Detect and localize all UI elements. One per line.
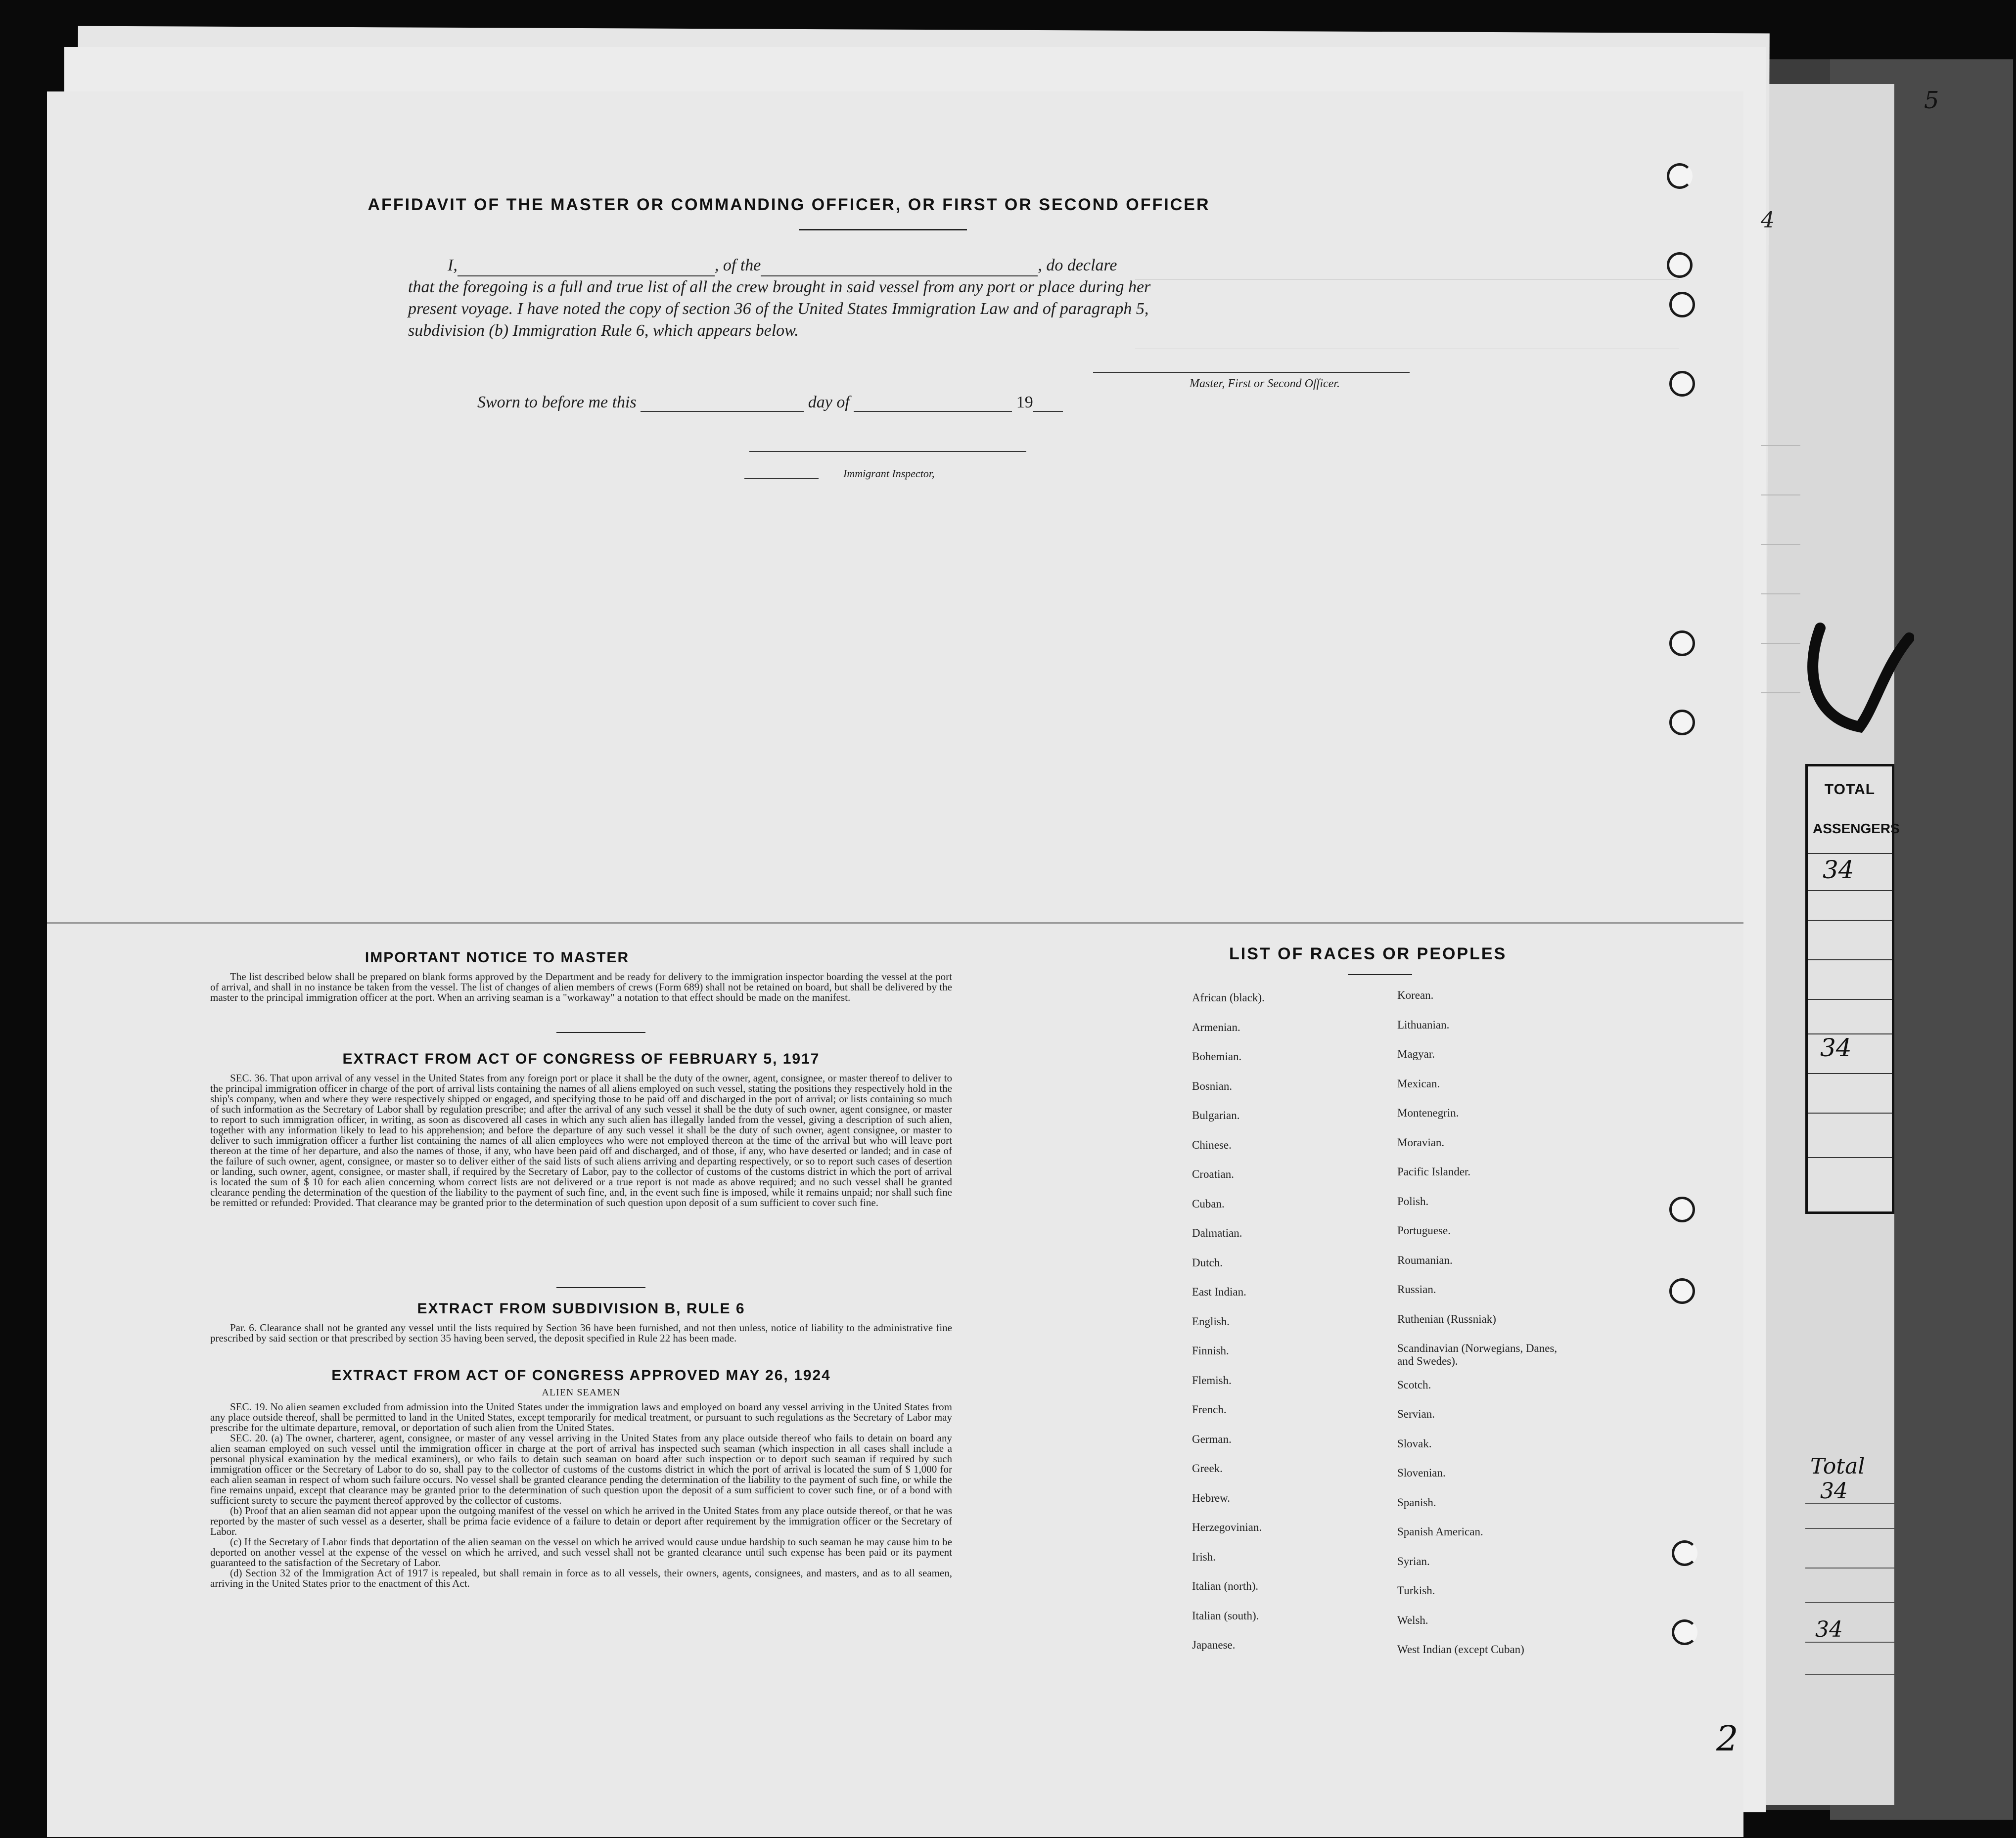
- master-signature-caption: Master, First or Second Officer.: [1190, 377, 1340, 390]
- race-item: Bulgarian.: [1192, 1109, 1240, 1121]
- declaration-line: that the foregoing is a full and true list of all the crew brought in said vessel from any port or place during her: [408, 278, 1151, 296]
- extract-rule6-paragraph: Par. 6. Clearance shall not be granted any vessel until the lists required by Section 36 have been furnished, and not then unless, notice of liability to the administrative fine prescribed by said section or that prescribed by section 35 having been served, the deposit specified in Rule 22 has been made.: [210, 1322, 952, 1344]
- race-item: Pacific Islander.: [1397, 1166, 1471, 1178]
- race-item: Moravian.: [1397, 1136, 1445, 1149]
- race-item: Slovenian.: [1397, 1467, 1446, 1479]
- race-item: East Indian.: [1192, 1286, 1246, 1298]
- race-item: Ruthenian (Russniak): [1397, 1312, 1496, 1325]
- race-item: Herzegovinian.: [1192, 1521, 1262, 1533]
- sworn-year-field[interactable]: [1033, 411, 1063, 412]
- punch-hole: [1672, 1540, 1697, 1566]
- race-item: Syrian.: [1397, 1555, 1430, 1568]
- total-rule: [1805, 1602, 1894, 1603]
- total-rule: [1805, 1528, 1894, 1529]
- punch-hole: [1669, 1278, 1695, 1304]
- race-item: Russian.: [1397, 1283, 1436, 1296]
- declaration-line: present voyage. I have noted the copy of section 36 of the United States Immigration Law and of paragraph 5,: [408, 300, 1149, 318]
- day-of-label: day of: [808, 393, 850, 411]
- of-the-label: , of the: [714, 256, 761, 274]
- sheet-number: 4: [1761, 208, 1775, 233]
- race-item: Korean.: [1397, 989, 1434, 1001]
- notice-title: IMPORTANT NOTICE TO MASTER: [365, 949, 630, 966]
- race-item: Bosnian.: [1192, 1079, 1233, 1092]
- extract-1924-subtitle: ALIEN SEAMEN: [542, 1387, 621, 1398]
- inspector-signature-field[interactable]: [749, 450, 1026, 452]
- punch-hole: [1672, 1619, 1697, 1645]
- box-rule: [1808, 1073, 1892, 1074]
- race-item: Finnish.: [1192, 1345, 1229, 1357]
- box-rule: [1808, 853, 1892, 854]
- extract-1924-title: EXTRACT FROM ACT OF CONGRESS APPROVED MAY 26, 1924: [331, 1367, 831, 1384]
- grid-line: [1761, 643, 1800, 644]
- section-rule: [556, 1032, 645, 1033]
- race-item: Spanish.: [1397, 1496, 1436, 1509]
- title-rule: [799, 229, 967, 230]
- race-item: Magyar.: [1397, 1048, 1435, 1060]
- extract-1924-paragraph: (c) If the Secretary of Labor finds that deportation of the alien seaman on the vessel on which he arrived would cause undue hardship to such seaman he may cause him to be deported on another vessel at the expense of the vessel on which he arrived, and such vessel shall not be granted clearance until such expense has been paid or its payment guaranteed to the satisfaction of the Secretary of Labor.: [210, 1536, 952, 1569]
- punch-hole: [1669, 710, 1695, 735]
- race-item: Lithuanian.: [1397, 1018, 1450, 1031]
- punch-hole: [1667, 252, 1693, 278]
- total-passengers-box: [1805, 764, 1900, 1214]
- sworn-day-field[interactable]: [641, 411, 804, 412]
- sworn-line: [477, 393, 1063, 412]
- extract-1924-paragraph: (b) Proof that an alien seaman did not appear upon the outgoing manifest of the vessel on which he arrived in the United States from any place outside thereof, or that he was reported by the master of such vessel as a deserter, shall be prima facie evidence of a failure to detain or deport after requirement by the immigration officer or the Secretary of Labor.: [210, 1505, 952, 1537]
- affidavit-title: AFFIDAVIT OF THE MASTER OR COMMANDING OFFICER, OR FIRST OR SECOND OFFICER: [367, 195, 1210, 214]
- grid-line: [1761, 593, 1800, 594]
- i-label: I,: [448, 256, 458, 274]
- extract-1924-paragraph: SEC. 19. No alien seamen excluded from admission into the United States under the immigration laws and employed on board any vessel arriving in the United States from any place outside thereof, shall be permitted to land in the United States, except temporarily for medical treatment, or pursuant to such regulations as the Secretary of Labor may prescribe for the ultimate departure, removal, or deportation of such alien from the United States.: [210, 1401, 952, 1434]
- race-item: Roumanian.: [1397, 1254, 1453, 1266]
- declaration-line: subdivision (b) Immigration Rule 6, which appears below.: [408, 321, 799, 340]
- page-fold: [47, 922, 1743, 924]
- race-item: Bohemian.: [1192, 1050, 1242, 1063]
- handwritten-bottom-value: 34: [1815, 1617, 1843, 1642]
- race-item: Spanish American.: [1397, 1525, 1483, 1538]
- total-rule: [1805, 1674, 1894, 1675]
- race-item: German.: [1192, 1433, 1232, 1445]
- race-item: West Indian (except Cuban): [1397, 1643, 1524, 1656]
- extract-1924-paragraph: (d) Section 32 of the Immigration Act of 1917 is repealed, but shall remain in force as to all vessels, their owners, agents, consignees, and masters, and as to all seamen, arriving in the United States prior to the enactment of this Act.: [210, 1567, 952, 1589]
- page-number: 2: [1716, 1718, 1739, 1759]
- box-rule: [1808, 920, 1892, 921]
- extract-1917-text: [210, 1073, 952, 1208]
- handwritten-total-value: 34: [1820, 1479, 1848, 1504]
- race-item: Dalmatian.: [1192, 1227, 1242, 1239]
- extract-1917-paragraph: SEC. 36. That upon arrival of any vessel in the United States from any foreign port or place it shall be the duty of the owner, agent, consignee, or master thereof to deliver to the principal immigration officer in charge of the port of arrival lists containing the names of all aliens employed on such vessel, stating the positions they respectively hold in the ship's company, when and where they were respectively shipped or engaged, and specifying those to be paid off and discharged in the port of arrival; or lists containing so much of such information as the Secretary of Labor shall by regulation prescribe; and after the arrival of any such vessel it shall be the duty of such owner, agent consignee, or master to report to such immigration officer, in writing, as soon as discovered all cases in which any such alien has illegally landed from the vessel, giving a description of such alien, together with any information likely to lead to his apprehension; and before the departure of any such vessel it shall be the duty of such owner, agent consignee, or master to deliver to such immigration officer a further list containing the names of all alien employees who were not employed thereon at the time of the arrival but who will leave port thereon at the time of her departure, and also the names of those, if any, who have been paid off and discharged, and of those, if any, who have deserted or landed; and in case of the failure of such owner, agent, consignee, or master so to deliver either of the said lists of such aliens arriving and departing respectively, or so to report such cases of desertion or landing, such owner, agent, consignee, or master shall, if required by the Secretary of Labor, pay to the collector of customs of the customs district in which the port of arrival is located the sum of $ 10 for each alien concerning whom correct lists are not delivered or a true report is not made as above required; and no such vessel shall be granted clearance pending the determination of the question of the liability to the payment of such fine, and, in the event such fine is imposed, while it remains unpaid; nor shall such fine be remitted or refunded: Provided. That clearance may be granted prior to the determination of such question upon deposit of a sum sufficient to cover such fine.: [210, 1072, 952, 1209]
- passengers-count: 34: [1823, 855, 1854, 884]
- race-item: Turkish.: [1397, 1584, 1435, 1597]
- race-item: Welsh.: [1397, 1614, 1428, 1626]
- races-title-rule: [1348, 974, 1412, 975]
- do-declare-label: , do declare: [1038, 256, 1117, 274]
- notice-paragraph: The list described below shall be prepared on blank forms approved by the Department and be ready for delivery to the immigration inspector boarding the vessel at the port of arrival, and shall in no instance be taken from the vessel. The list of changes of alien members of crews (Form 689) shall not be retained on board, but shall be delivered by the master to the principal immigration officer at the port. When an arriving seaman is a "workaway" a notation to that effect should be made on the manifest.: [210, 971, 952, 1003]
- handwritten-total-label: Total: [1810, 1454, 1865, 1479]
- race-item: French.: [1192, 1403, 1227, 1416]
- year-prefix: 19: [1016, 393, 1033, 411]
- race-item: Flemish.: [1192, 1374, 1232, 1387]
- sworn-label: Sworn to before me this: [477, 393, 637, 411]
- declaration-first-line: [408, 255, 1407, 276]
- race-item: African (black).: [1192, 991, 1265, 1004]
- grid-line: [1761, 445, 1800, 446]
- race-item: Chinese.: [1192, 1138, 1232, 1151]
- punch-hole: [1669, 1197, 1695, 1222]
- punch-hole: [1669, 630, 1695, 656]
- subtotal-count: 34: [1820, 1033, 1852, 1062]
- race-item: Mexican.: [1397, 1077, 1440, 1090]
- total-rule: [1805, 1568, 1894, 1569]
- extract-rule6-text: [210, 1323, 952, 1344]
- box-rule: [1808, 890, 1892, 891]
- section-rule: [556, 1287, 645, 1288]
- passengers-label: ASSENGERS: [1813, 821, 1900, 836]
- race-item: Slovak.: [1397, 1437, 1432, 1450]
- race-item: Japanese.: [1192, 1639, 1236, 1651]
- grid-line: [1761, 544, 1800, 545]
- race-item: Servian.: [1397, 1408, 1435, 1420]
- race-item: Italian (north).: [1192, 1580, 1259, 1592]
- total-rule: [1805, 1503, 1894, 1504]
- sworn-month-field[interactable]: [854, 411, 1012, 412]
- race-item: Armenian.: [1192, 1021, 1240, 1033]
- corner-mark: 5: [1924, 87, 1939, 114]
- races-title: LIST OF RACES OR PEOPLES: [1229, 944, 1507, 963]
- box-rule: [1808, 999, 1892, 1000]
- total-label: TOTAL: [1824, 781, 1876, 798]
- grid-line: [1761, 692, 1800, 693]
- notice-text: [210, 972, 952, 1003]
- box-rule: [1808, 959, 1892, 960]
- punch-hole: [1669, 371, 1695, 397]
- inspector-lead-line: [744, 477, 819, 479]
- race-item: Polish.: [1397, 1195, 1429, 1208]
- handwritten-check-mark: [1800, 608, 1914, 737]
- race-item: English.: [1192, 1315, 1230, 1328]
- race-item: Irish.: [1192, 1550, 1216, 1563]
- race-item: Cuban.: [1192, 1197, 1225, 1210]
- manifest-affidavit-page: [47, 91, 1743, 1837]
- extract-1924-paragraph: SEC. 20. (a) The owner, charterer, agent, consignee, or master of any vessel arriving in the United States from any place outside thereof who fails to detain on board any alien seaman employed on such vessel until the immigration officer in charge at the port of arrival has inspected such seaman (which inspection in all cases shall include a personal physical examination by the medical examiners), or who fails to detain such seaman on board after such inspection or to deport such seaman if required by such immigration officer or the Secretary of Labor to do so, shall pay to the collector of customs of the customs district in which the port of arrival is located the sum of $ 1,000 for each alien seaman in respect of whom such failure occurs. No vessel shall be granted clearance pending the determination of the liability to the payment of such fine, or while the fine remains unpaid, except that clearance may be granted prior to the determination of such question upon the deposit of a sum sufficient to cover such fine, or of a bond with sufficient surety to secure the payment thereof approved by the collector of customs.: [210, 1432, 952, 1506]
- inspector-caption: Immigrant Inspector,: [843, 467, 935, 480]
- race-item: Greek.: [1192, 1462, 1223, 1475]
- race-item: Dutch.: [1192, 1256, 1223, 1269]
- declaration-block: [408, 255, 1407, 342]
- punch-hole: [1667, 163, 1693, 189]
- extract-1917-title: EXTRACT FROM ACT OF CONGRESS OF FEBRUARY 5, 1917: [342, 1051, 820, 1067]
- race-item: Italian (south).: [1192, 1609, 1259, 1622]
- race-item: Croatian.: [1192, 1168, 1234, 1180]
- box-rule: [1808, 1113, 1892, 1114]
- race-item: Scotch.: [1397, 1378, 1431, 1391]
- extract-rule6-title: EXTRACT FROM SUBDIVISION B, RULE 6: [417, 1300, 745, 1317]
- race-item: Hebrew.: [1192, 1491, 1231, 1504]
- extract-1924-text: [210, 1402, 952, 1589]
- master-signature-field[interactable]: [1093, 371, 1410, 373]
- grid-line: [1761, 494, 1800, 495]
- race-item: Portuguese.: [1397, 1224, 1451, 1237]
- box-rule: [1808, 1157, 1892, 1158]
- race-item: Montenegrin.: [1397, 1107, 1459, 1119]
- punch-hole: [1669, 292, 1695, 317]
- race-item: Scandinavian (Norwegians, Danes, and Swedes).: [1397, 1342, 1558, 1367]
